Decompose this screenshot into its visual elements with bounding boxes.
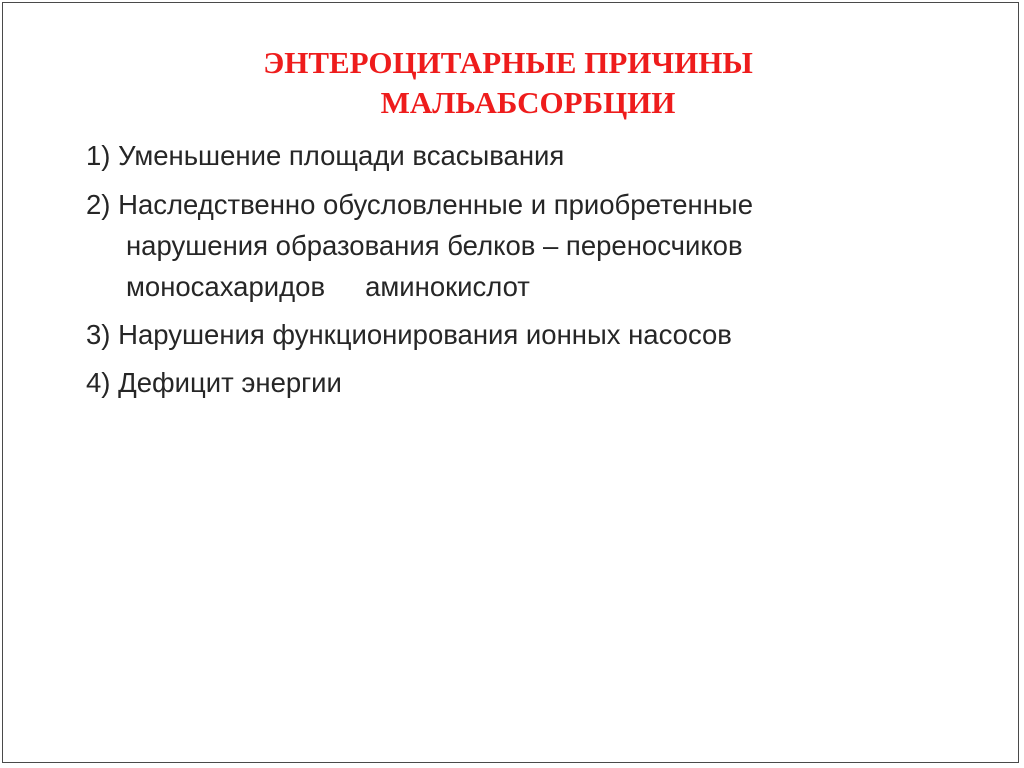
- list-item-3: [86, 315, 986, 355]
- slide: [2, 2, 1019, 763]
- item-4-text: 4) Дефицит энергии: [86, 367, 342, 398]
- item-2-word-monosaccharides: моносахаридов: [126, 271, 326, 302]
- slide-title: [3, 43, 1013, 123]
- item-2-line-3: [86, 266, 986, 307]
- item-2-line-2: нарушения образования белков – переносчиков: [126, 230, 743, 261]
- list-item-4: [86, 363, 986, 403]
- item-2-word-amino-acids: аминокислот: [365, 271, 530, 302]
- list-item-2: [86, 184, 986, 307]
- title-line-2: МАЛЬАБСОРБЦИИ: [380, 85, 676, 120]
- item-2-line-1: 2) Наследственно обусловленные и приобретенные: [86, 189, 753, 220]
- item-list: [86, 136, 986, 403]
- item-3-text: 3) Нарушения функционирования ионных насосов: [86, 319, 732, 350]
- title-line-1: ЭНТЕРОЦИТАРНЫЕ ПРИЧИНЫ: [263, 45, 753, 80]
- list-item-1: [86, 136, 986, 176]
- item-1-text: 1) Уменьшение площади всасывания: [86, 140, 565, 171]
